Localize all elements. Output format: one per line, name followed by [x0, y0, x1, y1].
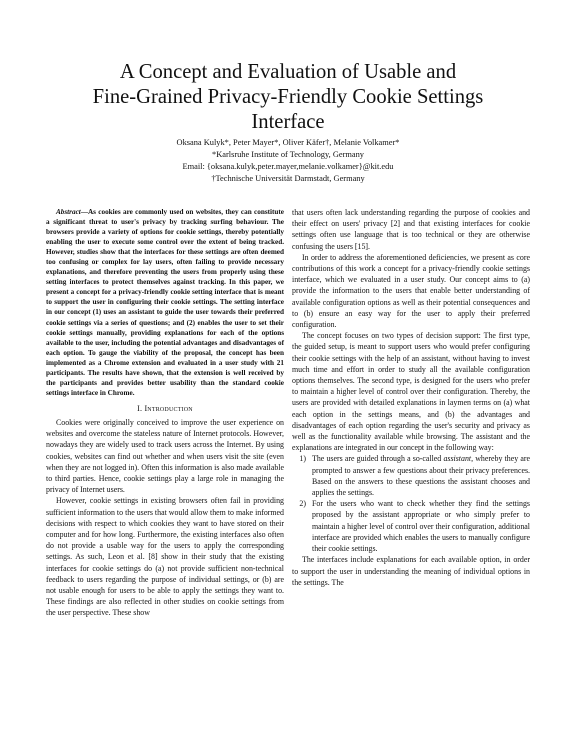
intro-paragraph-2: However, cookie settings in existing browsers often fail in providing sufficient information to the users that would allow them to make informed decisions with respect to which cookies they want to have stored on their computer and for how long. Furthermore, the existing interfaces also often do not provide a usable way for the users to apply the corresponding settings. As such, Leon et al. [8] show in their study that the existing interfaces for cookie settings do (a) not provide sufficient non-technical feedback to users regarding the purpose of individual settings, or (b) are not usable enough for users to be able to apply the settings they want to. These findings are also reflected in other studies on cookie settings from the user perspective. These show	[46, 496, 284, 618]
list-item	[292, 453, 530, 498]
section-number: I.	[137, 403, 143, 413]
intro-paragraph-3: that users often lack understanding regarding the purpose of cookies and their effect on users' privacy [2] and that existing interfaces for cookie settings often use language that is too technical or they are otherwise confusing the users [15].	[292, 208, 530, 251]
title-line-1: A Concept and Evaluation of Usable and	[119, 60, 457, 83]
list-item-text	[312, 498, 530, 554]
list-item-text-after: , whereby they are prompted to answer a few questions about their privacy preferences. Based on the answers to these questions the assistant chooses and applies the settings.	[312, 454, 530, 498]
section-heading-introduction	[46, 403, 284, 414]
abstract	[46, 207, 284, 398]
author-email: Email: {oksana.kulyk,peter.mayer,melanie.volkamer}@kit.edu	[182, 162, 394, 171]
author-block	[40, 137, 536, 185]
abstract-lead: Abstract	[56, 208, 81, 216]
title-line-3: Interface	[251, 110, 325, 133]
list-item-text	[312, 453, 530, 498]
right-column	[292, 207, 530, 588]
list-item	[292, 498, 530, 554]
list-item-number: 2)	[299, 499, 306, 509]
list-item-emphasis: assistant	[443, 454, 472, 464]
list-item-text-before: The users are guided through a so-called	[312, 454, 444, 464]
left-column	[46, 207, 284, 619]
affiliation-tu-darmstadt: †Technische Universität Darmstadt, Germany	[211, 174, 365, 183]
list-item-number: 1)	[299, 454, 306, 464]
author-names: Oksana Kulyk*, Peter Mayer*, Oliver Käfer†, Melanie Volkamer*	[176, 138, 400, 147]
intro-paragraph-5: The concept focuses on two types of decision support: The first type, the guided setup, is meant to support users who would prefer configuring their cookie settings with the help of an assistant, without having to invest much time and effort in order to study all the available configuration options themselves. The second type, is designed for the users who prefer to maintain a higher level of control over their configuration. Thereby, the users are provided with detailed explanations in laymen terms on (a) what each option in the settings means, and (b) the advantages and disadvantages of each option regarding the user's security and privacy as well as the functionality available while browsing. The assistant and the explanations are integrated in our concept in the following way:	[292, 331, 530, 453]
intro-paragraph-4: In order to address the aforementioned deficiencies, we present as core contributions of this work a concept for a privacy-friendly cookie settings interface, which we evaluated in a user study. Our concept aims to (a) provide the information to the users that enable better understanding of available configuration options as well as their potential consequences and to (b) ensure an easy way for the user to apply their preferred configuration.	[292, 252, 530, 330]
intro-paragraph-1: Cookies were originally conceived to improve the user experience on websites and overcome the stateless nature of Internet protocols. However, nowadays they are widely used to track users across the Internet. By using cookies, websites can find out whether and when users visit the site (even when they are not logged in). Often this information is also made available to third parties. Hence, cookie settings play a large role in managing the privacy of Internet users.	[46, 417, 284, 495]
section-title: Introduction	[144, 403, 193, 413]
title-line-2: Fine-Grained Privacy-Friendly Cookie Settings	[92, 85, 484, 108]
affiliation-kit: *Karlsruhe Institute of Technology, Germany	[212, 150, 364, 159]
abstract-text: —As cookies are commonly used on websites, they can constitute a significant threat to user's privacy by tracking surfing behaviour. The browsers provide a variety of options for cookie settings, thereby potentially enabling the user to execute some control over the extent of being tracked. However, studies show that the interfaces for these settings are often deemed too confusing or complex for lay users, often failing to provide necessary explanations, and therefore preventing the users from properly using these setting interfaces to protect themselves against tracking. In this paper, we present a concept for a privacy-friendly cookie setting interface that is meant to support the user in configuring their cookie settings. The setting interface in our concept (1) uses an assistant to guide the user towards their preferred cookie settings via a series of questions; and (2) enables the user to set their cookie settings manually, providing explanations for each of the options available to the user, including the potential advantages and disadvantages of each option. To gauge the viability of the proposal, the concept has been implemented as a Chrome extension and evaluated in a user study with 21 participants. The results have shown, that the extension is well received by the participants and provides better usability than the standard cookie settings interface in Chrome.	[46, 208, 284, 397]
paper-title	[40, 60, 536, 135]
contribution-list	[292, 453, 530, 554]
intro-paragraph-6: The interfaces include explanations for each available option, in order to support the user in understanding the meaning of individual options in the settings. The	[292, 555, 530, 587]
list-item-text-before: For the users who want to check whether they find the settings proposed by the assistant appropriate or who simply prefer to maintain a higher level of control over their configuration, additional interface are provided which enables the users to manually configure their cookie settings.	[312, 499, 530, 554]
